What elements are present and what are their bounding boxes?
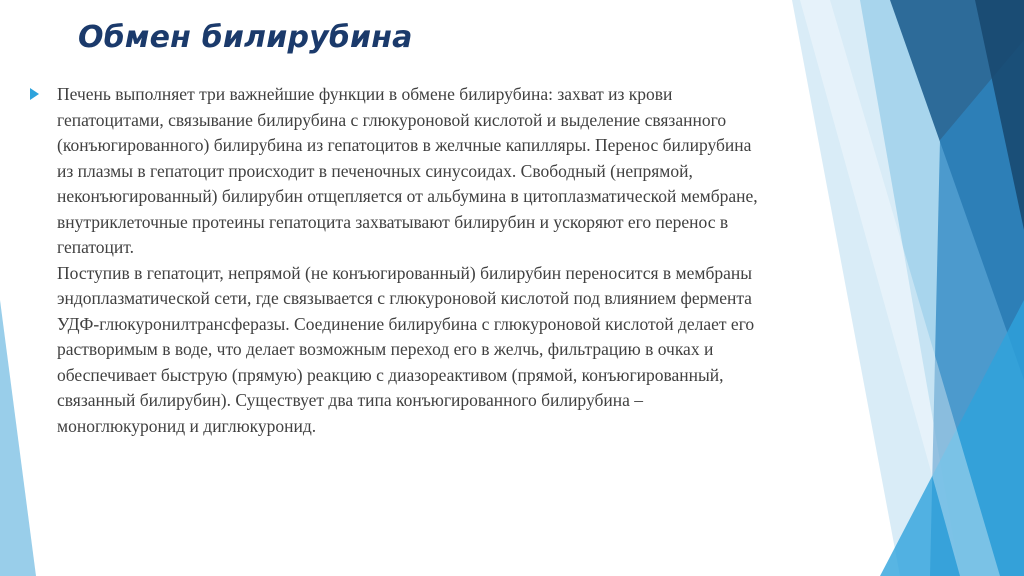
left-edge-shape <box>0 300 36 576</box>
body-paragraph-2: Поступив в гепатоцит, непрямой (не конъюгированный) билирубин переносится в мембраны эндоплазматической сети, где связывается с глюкуроновой кислотой под влиянием фермента УДФ-глюкуронилтрансферазы. Соединение билирубина с глюкуроновой кислотой делает его растворимым в воде, что делает возможным переход его в желчь, фильтрацию в очках и обеспечивает быструю (прямую) реакцию с диазореактивом (прямой, конъюгированный, связанный билирубин). Существует два типа конъюгированного билирубина – моноглюкуронид и диглюкуронид. <box>57 262 755 436</box>
slide-title: Обмен билирубина <box>78 20 413 55</box>
slide-body <box>57 82 927 439</box>
bullet-arrow-icon <box>30 88 39 100</box>
body-paragraph-1: Печень выполняет три важнейшие функции в обмене билирубина: захват из крови гепатоцитами, связывание билирубина с глюкуроновой кислотой и выделение связанного (конъюгированного) билирубина из гепатоцитов в желчные капилляры. Перенос билирубина из плазмы в гепатоцит происходит в печеночных синусоидах. Свободный (непрямой, неконъюгированный) билирубин отщепляется от альбумина в цитоплазматической мембране, внутриклеточные протеины гепатоцита захватывают билирубин и ускоряют его перенос в гепатоцит. <box>57 84 758 257</box>
